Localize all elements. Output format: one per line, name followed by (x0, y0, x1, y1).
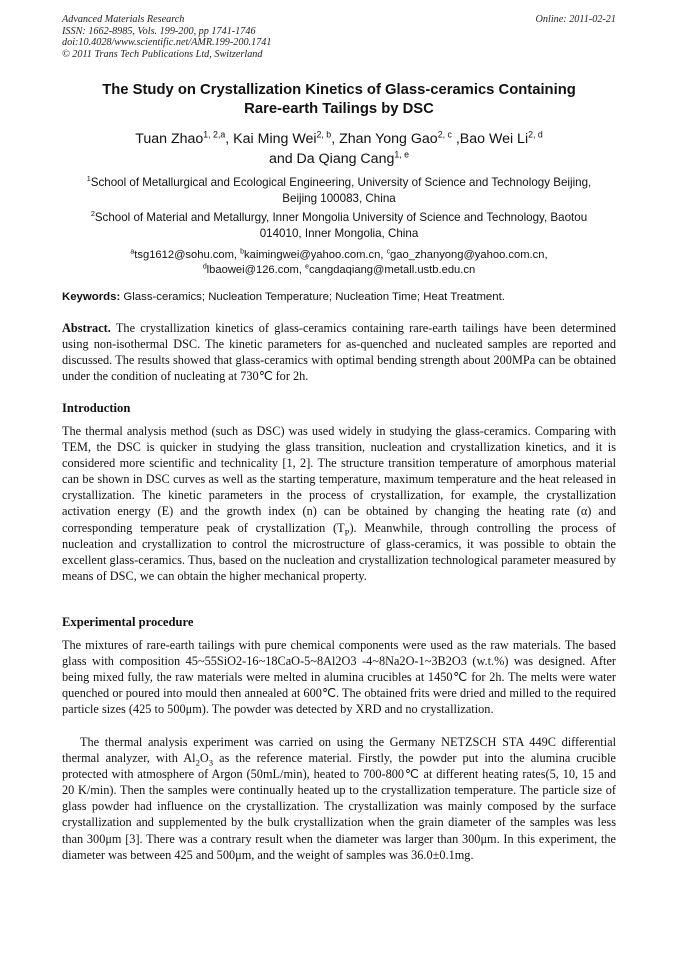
abstract-label: Abstract. (62, 321, 111, 335)
author-line-1 (62, 129, 616, 149)
intro-text: The thermal analysis method (such as DSC) was used widely in studying the glass-ceramics. Comparing with TEM, the DSC is quicker in studying the glass transition, nucleation and crystallization kinetics, and it is considered more scientific and technicality [1, 2]. The structure transition temperature of amorphous material can be shown in DSC curves as well as the starting temperature, maximum temperature and the heat released in crystallization. The kinetic parameters in the process of crystallization, for example, the crystallization activation energy (E) and the growth index (n) can be obtained by changing the heating rate (α) and corresponding temperature peak of crystallization (T (62, 424, 616, 535)
author-affil-sup: 2, c (437, 129, 452, 140)
affiliation-text: School of Metallurgical and Ecological Engineering, University of Science and Technology Beijing, (90, 176, 592, 189)
doi-line: doi:10.4028/www.scientific.net/AMR.199-200.1741 (62, 37, 272, 49)
abstract (62, 320, 616, 384)
author-list (62, 129, 616, 169)
email-list (62, 248, 616, 278)
introduction-heading: Introduction (62, 401, 131, 415)
affiliation-2-line-2: 014010, Inner Mongolia, China (259, 226, 419, 240)
experimental-text: The thermal analysis experiment was carried on using the Germany NETZSCH STA 449C differential thermal analyzer, with Al (62, 735, 616, 766)
intro-subscript: P (344, 527, 350, 538)
affiliation-2 (62, 210, 616, 241)
author-name: , Kai Ming Wei (225, 131, 317, 147)
email-sup: e (305, 263, 309, 271)
affiliation-1 (62, 175, 616, 206)
journal-name: Advanced Materials Research (62, 14, 185, 25)
author-name: , Zhan Yong Gao (331, 131, 438, 147)
author-affil-sup: 2, b (316, 129, 332, 140)
author-line-2 (62, 149, 616, 169)
title-line-2: Rare-earth Tailings by DSC (244, 101, 434, 117)
email-sup: c (386, 248, 391, 256)
introduction-paragraph (62, 423, 616, 584)
email-e: cangdaqiang@metall.ustb.edu.cn (308, 264, 476, 276)
online-date: Online: 2011-02-21 (535, 14, 616, 25)
experimental-paragraph-2 (62, 734, 616, 863)
affiliation-sup: 2 (90, 209, 95, 219)
experimental-subscript: 3 (208, 757, 214, 768)
email-b: kaimingwei@yahoo.com.cn, (244, 249, 387, 261)
experimental-text: as the reference material. Firstly, the powder put into the alumina crucible protected with atmosphere of Argon (50mL/min), heated to 700-800℃ at different heating rates(5, 10, 15 and 20 K/min). Then the samples were continually heated up to the crystallization temperature. The particle size of glass powder had influence on the crystallization. The crystallization was mainly composed by the surface crystallization and supplemented by the bulk crystallization when the grain diameter of the samples was less than 300μm [3]. There was a contrary result when the diameter was larger than 300μm. In this experiment, the diameter was between 425 and 500μm, and the weight of samples was 36.0±0.1mg. (62, 751, 616, 862)
experimental-subscript: 2 (195, 757, 200, 768)
email-line-1 (62, 248, 616, 263)
experimental-paragraph-1: The mixtures of rare-earth tailings with pure chemical components were used as the raw materials. The based glass with composition 45~55SiO2-16~18CaO-5~8Al2O3 -4~8Na2O-1~3B2O3 (w.t.%) was designed. After being mixed fully, the raw materials were melted in alumina crucibles at 1450℃ for 2h. The melts were water quenched or poured into mould then annealed at 600℃. The obtained frits were dried and milled to the required particle sizes (425 to 500μm). The powder was detected by XRD and no crystallization. (62, 638, 616, 717)
email-line-2 (62, 263, 616, 278)
abstract-text: The crystallization kinetics of glass-ceramics containing rare-earth tailings have been determined using non-isothermal DSC. The kinetic parameters for as-quenched and nucleated samples are reported and discussed. The results showed that glass-ceramics with optimal bending strength about 200MPa can be obtained under the condition of nucleating at 730℃ for 2h. (62, 321, 616, 384)
paper-title (62, 81, 616, 119)
affiliation-text: School of Material and Metallurgy, Inner Mongolia University of Science and Technology, Baotou (94, 211, 588, 224)
title-line-1: The Study on Crystallization Kinetics of Glass-ceramics Containing (102, 82, 576, 98)
author-name: Tuan Zhao (135, 131, 204, 147)
issn-line: ISSN: 1662-8985, Vols. 199-200, pp 1741-1746 (62, 25, 256, 37)
keywords-text: Glass-ceramics; Nucleation Temperature; Nucleation Time; Heat Treatment. (120, 291, 505, 303)
email-sup: a (130, 248, 135, 256)
keywords-label: Keywords: (62, 291, 121, 303)
author-affil-sup: 1, e (394, 149, 410, 160)
affiliation-1-line-2: Beijing 100083, China (282, 191, 396, 205)
author-affil-sup: 1, 2,a (203, 129, 226, 140)
keywords (62, 290, 616, 305)
email-sup: b (240, 248, 245, 256)
email-a: tsg1612@sohu.com, (134, 249, 241, 261)
email-c: gao_zhanyong@yahoo.com.cn, (390, 249, 548, 261)
email-sup: d (202, 263, 207, 271)
intro-text: ). Meanwhile, through controlling the process of nucleation and crystallization to control the microstructure of glass-ceramics, it was possible to obtain the excellent glass-ceramics. Thus, based on the nucleation and crystallization technological parameter measured by means of DSC, we can obtain the higher mechanical property. (62, 520, 616, 583)
email-d: lbaowei@126.com, (206, 264, 306, 276)
author-name: ,Bao Wei Li (451, 131, 529, 147)
experimental-heading: Experimental procedure (62, 615, 194, 629)
affiliation-2-line-1 (62, 210, 616, 226)
affiliation-sup: 1 (86, 174, 91, 184)
journal-header (62, 14, 616, 60)
author-affil-sup: 2, d (528, 129, 543, 140)
copyright-line: © 2011 Trans Tech Publications Ltd, Switzerland (62, 48, 263, 60)
affiliation-1-line-1 (62, 175, 616, 191)
author-name: and Da Qiang Cang (268, 151, 395, 167)
experimental-text: O (199, 751, 209, 766)
